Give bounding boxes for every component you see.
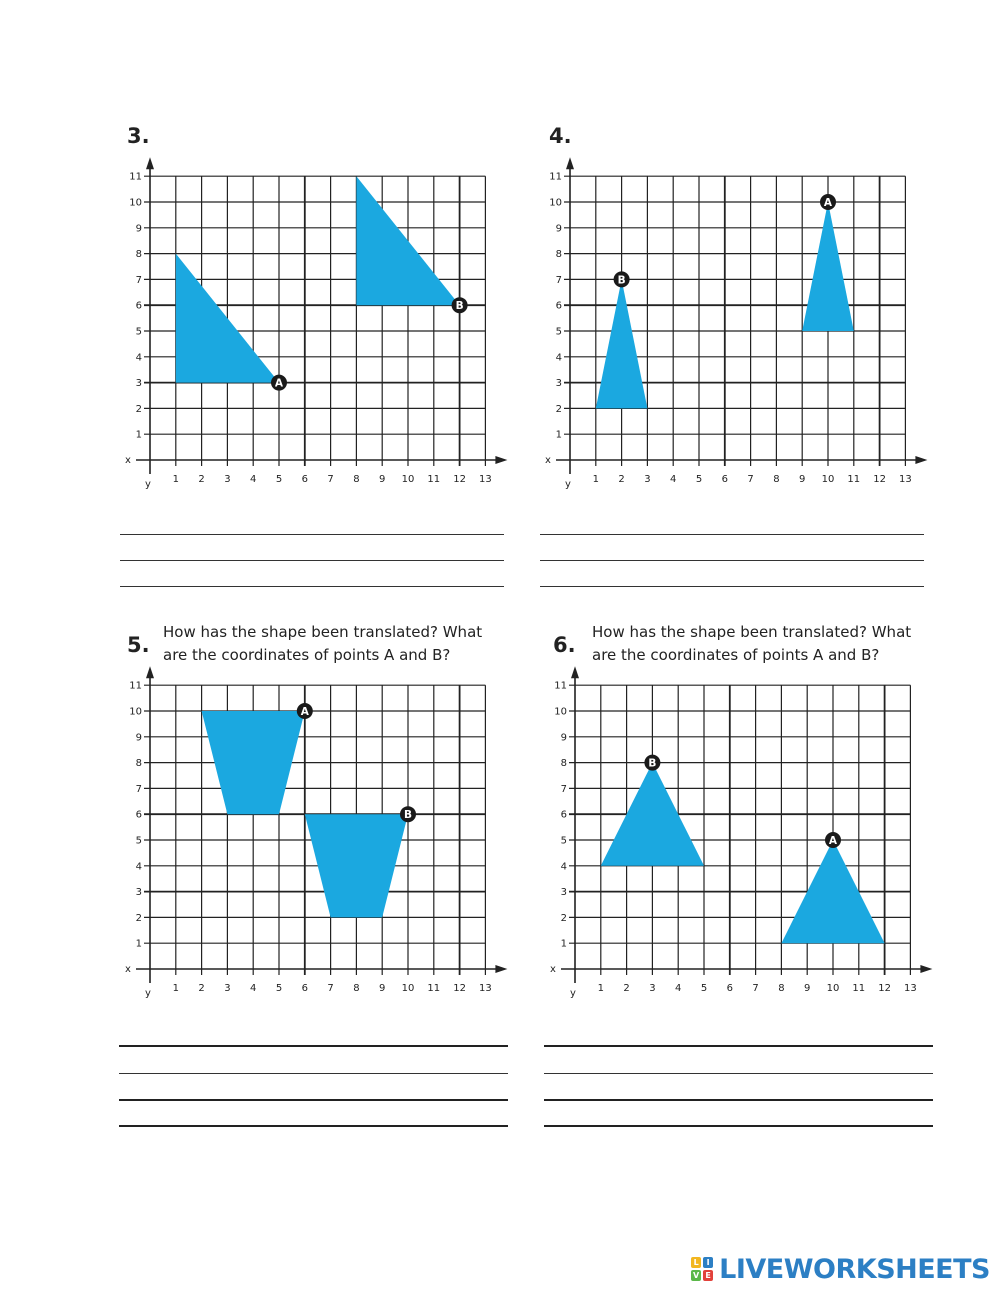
y-tick-label: 5 — [135, 835, 142, 847]
shape-translated — [596, 279, 648, 408]
x-tick-label: 8 — [778, 983, 785, 994]
x-tick-label: 9 — [799, 474, 806, 485]
y-tick-label: 10 — [129, 706, 142, 718]
y-tick-label: 2 — [555, 403, 562, 415]
y-tick-label: 8 — [555, 249, 562, 261]
y-tick-label: 1 — [135, 429, 142, 441]
logo-block: L — [691, 1257, 701, 1268]
y-tick-label: 3 — [135, 887, 142, 899]
x-tick-label: 11 — [852, 983, 866, 994]
coordinate-grid-5 — [110, 664, 520, 1004]
y-tick-label: 8 — [135, 249, 142, 261]
x-tick-label: 13 — [479, 983, 492, 994]
coordinate-grid-4 — [530, 155, 940, 495]
x-tick-label: 5 — [700, 983, 708, 994]
x-axis-arrow-icon — [495, 456, 507, 464]
answer-line[interactable] — [119, 1073, 508, 1074]
x-tick-label: 7 — [747, 474, 754, 485]
y-tick-label: 3 — [560, 887, 567, 899]
point-label-b: B — [617, 274, 626, 287]
point-label-b: B — [455, 300, 464, 313]
x-tick-label: 6 — [301, 474, 308, 485]
question-line: How has the shape been translated? What — [163, 623, 483, 641]
coordinate-grid-3 — [110, 155, 520, 495]
y-tick-label: 2 — [560, 912, 567, 924]
question-line: are the coordinates of points A and B? — [163, 646, 451, 664]
x-tick-label: 6 — [721, 474, 728, 485]
y-tick-label: 9 — [555, 223, 562, 235]
x-tick-label: 6 — [726, 983, 733, 994]
x-axis-arrow-icon — [915, 456, 927, 464]
y-tick-label: 5 — [560, 835, 567, 847]
x-tick-label: 3 — [644, 474, 651, 485]
x-tick-label: 1 — [597, 983, 604, 994]
shape-original — [202, 711, 305, 814]
y-axis-arrow-icon — [146, 157, 154, 169]
y-tick-label: 10 — [554, 706, 567, 718]
logo-block: E — [703, 1270, 713, 1281]
x-tick-label: 1 — [592, 474, 599, 485]
x-tick-label: 3 — [649, 983, 656, 994]
y-axis-arrow-icon — [566, 157, 574, 169]
y-tick-label: 4 — [135, 861, 142, 873]
x-tick-label: 13 — [479, 474, 492, 485]
y-tick-label: 3 — [555, 378, 562, 390]
x-tick-label: 13 — [904, 983, 917, 994]
y-tick-label: 11 — [554, 680, 567, 692]
x-tick-label: 7 — [327, 474, 334, 485]
y-tick-label: 4 — [555, 352, 562, 364]
x-tick-label: 12 — [453, 983, 466, 994]
point-label-b: B — [648, 757, 657, 770]
x-tick-label: 8 — [353, 983, 360, 994]
x-tick-label: 2 — [623, 983, 630, 994]
point-label-a: A — [823, 197, 833, 209]
x-axis-label: x — [550, 964, 556, 975]
x-tick-label: 4 — [675, 983, 682, 994]
y-tick-label: 6 — [560, 809, 567, 821]
liveworksheets-logo — [691, 1253, 990, 1285]
shape-translated — [305, 814, 408, 917]
y-tick-label: 5 — [555, 326, 562, 338]
point-label-b: B — [403, 809, 413, 822]
logo-blocks-icon — [691, 1257, 713, 1281]
x-tick-label: 3 — [224, 983, 231, 994]
problem-number: 5. — [127, 633, 150, 657]
x-tick-label: 4 — [250, 474, 257, 485]
y-tick-label: 8 — [135, 758, 142, 770]
y-tick-label: 4 — [135, 352, 142, 364]
problem-number: 6. — [553, 633, 576, 657]
y-axis-arrow-icon — [146, 666, 154, 678]
y-tick-label: 2 — [135, 403, 142, 415]
x-tick-label: 11 — [427, 983, 441, 994]
answer-line[interactable] — [540, 586, 924, 587]
answer-line[interactable] — [120, 534, 504, 535]
y-tick-label: 10 — [549, 197, 562, 209]
question-line: are the coordinates of points A and B? — [592, 646, 880, 664]
question-line: How has the shape been translated? What — [592, 623, 912, 641]
y-axis-label: y — [145, 988, 151, 999]
answer-line[interactable] — [544, 1099, 933, 1101]
answer-line[interactable] — [120, 560, 504, 561]
x-axis-arrow-icon — [920, 965, 932, 973]
x-axis-label: x — [125, 455, 131, 466]
point-label-a: A — [300, 706, 309, 718]
y-tick-label: 7 — [135, 274, 142, 286]
answer-line[interactable] — [119, 1045, 508, 1047]
y-tick-label: 9 — [560, 732, 567, 744]
x-tick-label: 9 — [379, 474, 386, 485]
x-tick-label: 7 — [752, 983, 759, 994]
y-tick-label: 11 — [549, 171, 562, 183]
x-tick-label: 12 — [873, 474, 886, 485]
answer-line[interactable] — [544, 1125, 933, 1127]
x-tick-label: 3 — [224, 474, 231, 485]
x-tick-label: 7 — [327, 983, 334, 994]
x-tick-label: 11 — [427, 474, 441, 485]
x-tick-label: 2 — [198, 983, 205, 994]
y-tick-label: 4 — [560, 861, 567, 873]
y-tick-label: 5 — [135, 326, 142, 338]
y-tick-label: 1 — [560, 938, 567, 950]
answer-line[interactable] — [120, 586, 504, 587]
x-tick-label: 1 — [172, 474, 179, 485]
y-axis-label: y — [565, 479, 571, 490]
y-tick-label: 7 — [560, 783, 567, 795]
x-tick-label: 10 — [401, 474, 415, 485]
x-tick-label: 5 — [275, 474, 283, 485]
x-tick-label: 10 — [826, 983, 840, 994]
x-axis-arrow-icon — [495, 965, 507, 973]
x-tick-label: 12 — [453, 474, 466, 485]
shape-original — [802, 202, 854, 331]
y-tick-label: 6 — [135, 809, 142, 821]
problem-number: 4. — [549, 124, 572, 148]
answer-line[interactable] — [544, 1073, 933, 1074]
y-tick-label: 7 — [555, 274, 562, 286]
x-tick-label: 9 — [379, 983, 386, 994]
question-text — [592, 621, 942, 667]
x-tick-label: 2 — [618, 474, 625, 485]
y-tick-label: 11 — [129, 171, 142, 183]
x-tick-label: 10 — [401, 983, 415, 994]
logo-block: I — [703, 1257, 713, 1268]
answer-line[interactable] — [540, 560, 924, 561]
y-axis-label: y — [570, 988, 576, 999]
answer-line[interactable] — [119, 1099, 508, 1101]
y-tick-label: 7 — [135, 783, 142, 795]
x-tick-label: 13 — [899, 474, 912, 485]
y-tick-label: 8 — [560, 758, 567, 770]
y-tick-label: 6 — [135, 300, 142, 312]
x-tick-label: 8 — [773, 474, 780, 485]
x-tick-label: 6 — [301, 983, 308, 994]
x-tick-label: 1 — [172, 983, 179, 994]
x-axis-label: x — [545, 455, 551, 466]
y-tick-label: 9 — [135, 732, 142, 744]
x-tick-label: 5 — [275, 983, 283, 994]
x-tick-label: 5 — [695, 474, 703, 485]
brand-text: LIVEWORKSHEETS — [719, 1253, 990, 1285]
y-tick-label: 1 — [555, 429, 562, 441]
point-label-a: A — [828, 835, 838, 847]
y-tick-label: 10 — [129, 197, 142, 209]
y-tick-label: 2 — [135, 912, 142, 924]
problem-number: 3. — [127, 124, 150, 148]
x-tick-label: 9 — [804, 983, 811, 994]
y-tick-label: 11 — [129, 680, 142, 692]
answer-line[interactable] — [540, 534, 924, 535]
coordinate-grid-6 — [535, 664, 945, 1004]
y-tick-label: 1 — [135, 938, 142, 950]
y-tick-label: 6 — [555, 300, 562, 312]
logo-block: V — [693, 1271, 700, 1280]
y-tick-label: 3 — [135, 378, 142, 390]
x-tick-label: 12 — [878, 983, 891, 994]
x-tick-label: 10 — [821, 474, 835, 485]
x-axis-label: x — [125, 964, 131, 975]
answer-line[interactable] — [544, 1045, 933, 1047]
y-axis-label: y — [145, 479, 151, 490]
answer-line[interactable] — [119, 1125, 508, 1127]
question-text — [163, 621, 513, 667]
x-tick-label: 4 — [670, 474, 677, 485]
x-tick-label: 2 — [198, 474, 205, 485]
point-label-a: A — [274, 377, 284, 390]
y-axis-arrow-icon — [571, 666, 579, 678]
x-tick-label: 11 — [847, 474, 861, 485]
x-tick-label: 8 — [353, 474, 360, 485]
x-tick-label: 4 — [250, 983, 257, 994]
y-tick-label: 9 — [135, 223, 142, 235]
